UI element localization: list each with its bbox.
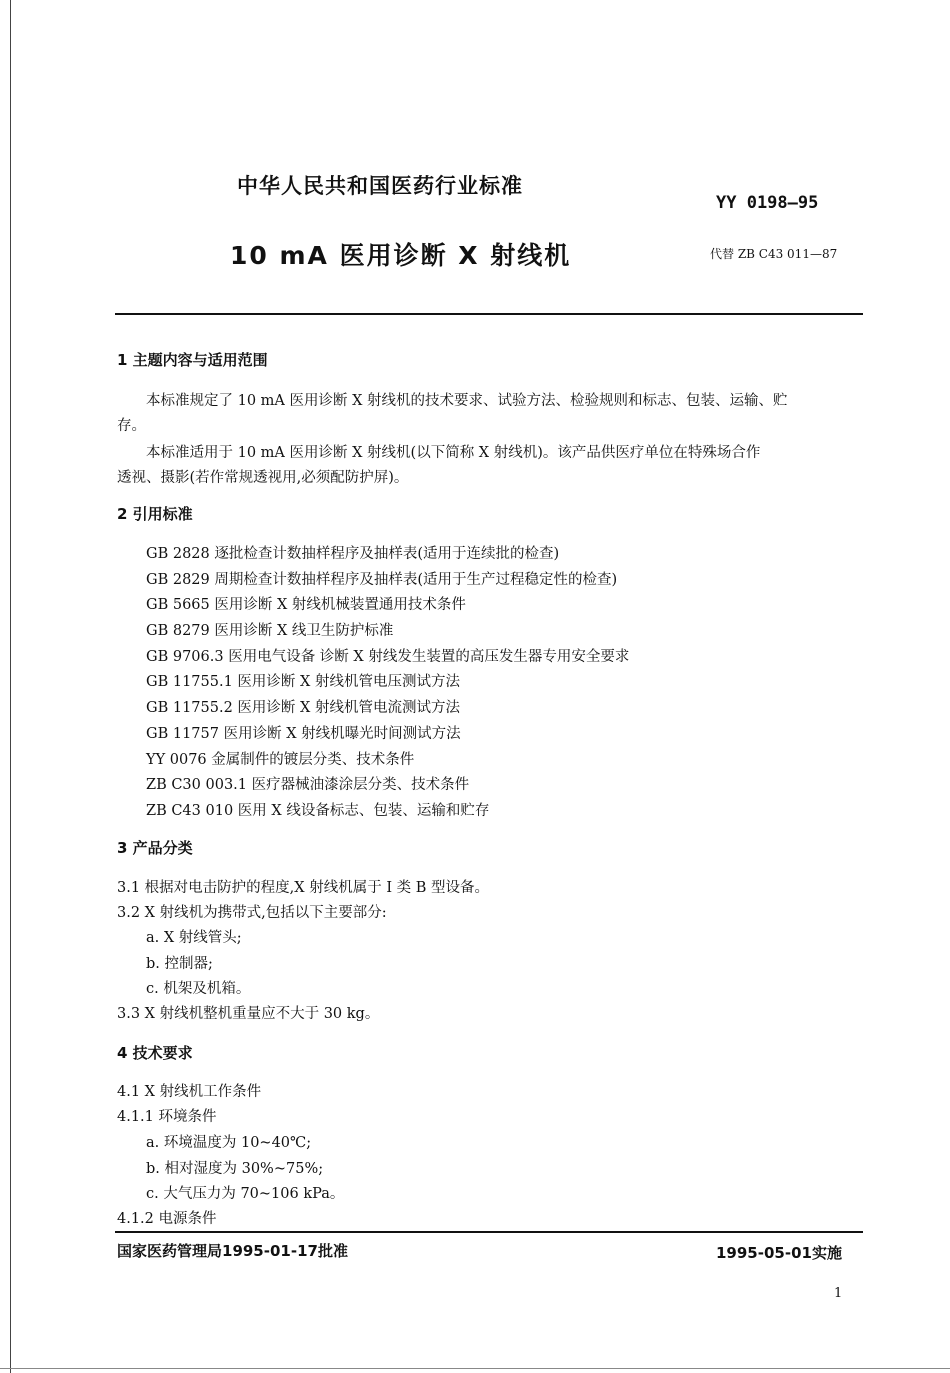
reference-item: GB 2829 周期检查计数抽样程序及抽样表(适用于生产过程稳定性的检查) xyxy=(146,572,618,588)
clause-3-2-a: a. X 射线管头; xyxy=(146,930,242,946)
scan-left-edge xyxy=(10,0,11,1373)
reference-item: ZB C43 010 医用 X 线设备标志、包装、运输和贮存 xyxy=(146,803,490,819)
clause-3-2-b: b. 控制器; xyxy=(146,956,213,972)
section-1-para-2a: 本标准适用于 10 mA 医用诊断 X 射线机(以下简称 X 射线机)。该产品供医疗单位在特殊场合作 xyxy=(146,445,761,461)
clause-3-2: 3.2 X 射线机为携带式,包括以下主要部分: xyxy=(117,905,387,921)
reference-item: GB 5665 医用诊断 X 射线机械装置通用技术条件 xyxy=(146,597,466,613)
clause-4-1-2: 4.1.2 电源条件 xyxy=(117,1211,217,1227)
effective-date: 1995-05-01实施 xyxy=(716,1244,842,1262)
clause-3-3: 3.3 X 射线机整机重量应不大于 30 kg。 xyxy=(117,1006,380,1022)
reference-item: GB 11755.1 医用诊断 X 射线机管电压测试方法 xyxy=(146,674,460,690)
section-1-heading: 1 主题内容与适用范围 xyxy=(117,351,268,369)
section-1-para-1a: 本标准规定了 10 mA 医用诊断 X 射线机的技术要求、试验方法、检验规则和标志、包装、运输、贮 xyxy=(146,393,788,409)
approval-note: 国家医药管理局1995-01-17批准 xyxy=(117,1242,348,1260)
clause-4-1: 4.1 X 射线机工作条件 xyxy=(117,1084,262,1100)
reference-item: GB 11757 医用诊断 X 射线机曝光时间测试方法 xyxy=(146,726,461,742)
replaces-note: 代替 ZB C43 011—87 xyxy=(710,247,838,261)
section-1-para-1b: 存。 xyxy=(117,418,146,434)
reference-item: GB 8279 医用诊断 X 线卫生防护标准 xyxy=(146,623,394,639)
clause-3-1: 3.1 根据对电击防护的程度,X 射线机属于 I 类 B 型设备。 xyxy=(117,880,490,896)
section-4-heading: 4 技术要求 xyxy=(117,1044,193,1062)
clause-4-1-1-c: c. 大气压力为 70~106 kPa。 xyxy=(146,1186,345,1202)
section-3-heading: 3 产品分类 xyxy=(117,839,193,857)
document-title: 10 mA 医用诊断 X 射线机 xyxy=(230,241,572,270)
reference-item: ZB C30 003.1 医疗器械油漆涂层分类、技术条件 xyxy=(146,777,470,793)
reference-item: GB 9706.3 医用电气设备 诊断 X 射线发生装置的高压发生器专用安全要求 xyxy=(146,649,630,665)
standard-org-title: 中华人民共和国医药行业标准 xyxy=(237,174,523,198)
reference-item: GB 11755.2 医用诊断 X 射线机管电流测试方法 xyxy=(146,700,460,716)
section-1-para-2b: 透视、摄影(若作常规透视用,必须配防护屏)。 xyxy=(117,470,409,486)
section-2-heading: 2 引用标准 xyxy=(117,505,193,523)
reference-item: GB 2828 逐批检查计数抽样程序及抽样表(适用于连续批的检查) xyxy=(146,546,560,562)
reference-item: YY 0076 金属制件的镀层分类、技术条件 xyxy=(146,752,415,768)
clause-4-1-1-b: b. 相对湿度为 30%~75%; xyxy=(146,1161,324,1177)
header-rule xyxy=(115,313,863,315)
scan-bottom-edge xyxy=(0,1368,950,1369)
footer-rule xyxy=(115,1231,863,1233)
clause-4-1-1: 4.1.1 环境条件 xyxy=(117,1109,217,1125)
clause-3-2-c: c. 机架及机箱。 xyxy=(146,981,251,997)
clause-4-1-1-a: a. 环境温度为 10~40℃; xyxy=(146,1135,312,1151)
page-number: 1 xyxy=(834,1286,843,1301)
standard-code: YY 0198—95 xyxy=(716,193,819,213)
